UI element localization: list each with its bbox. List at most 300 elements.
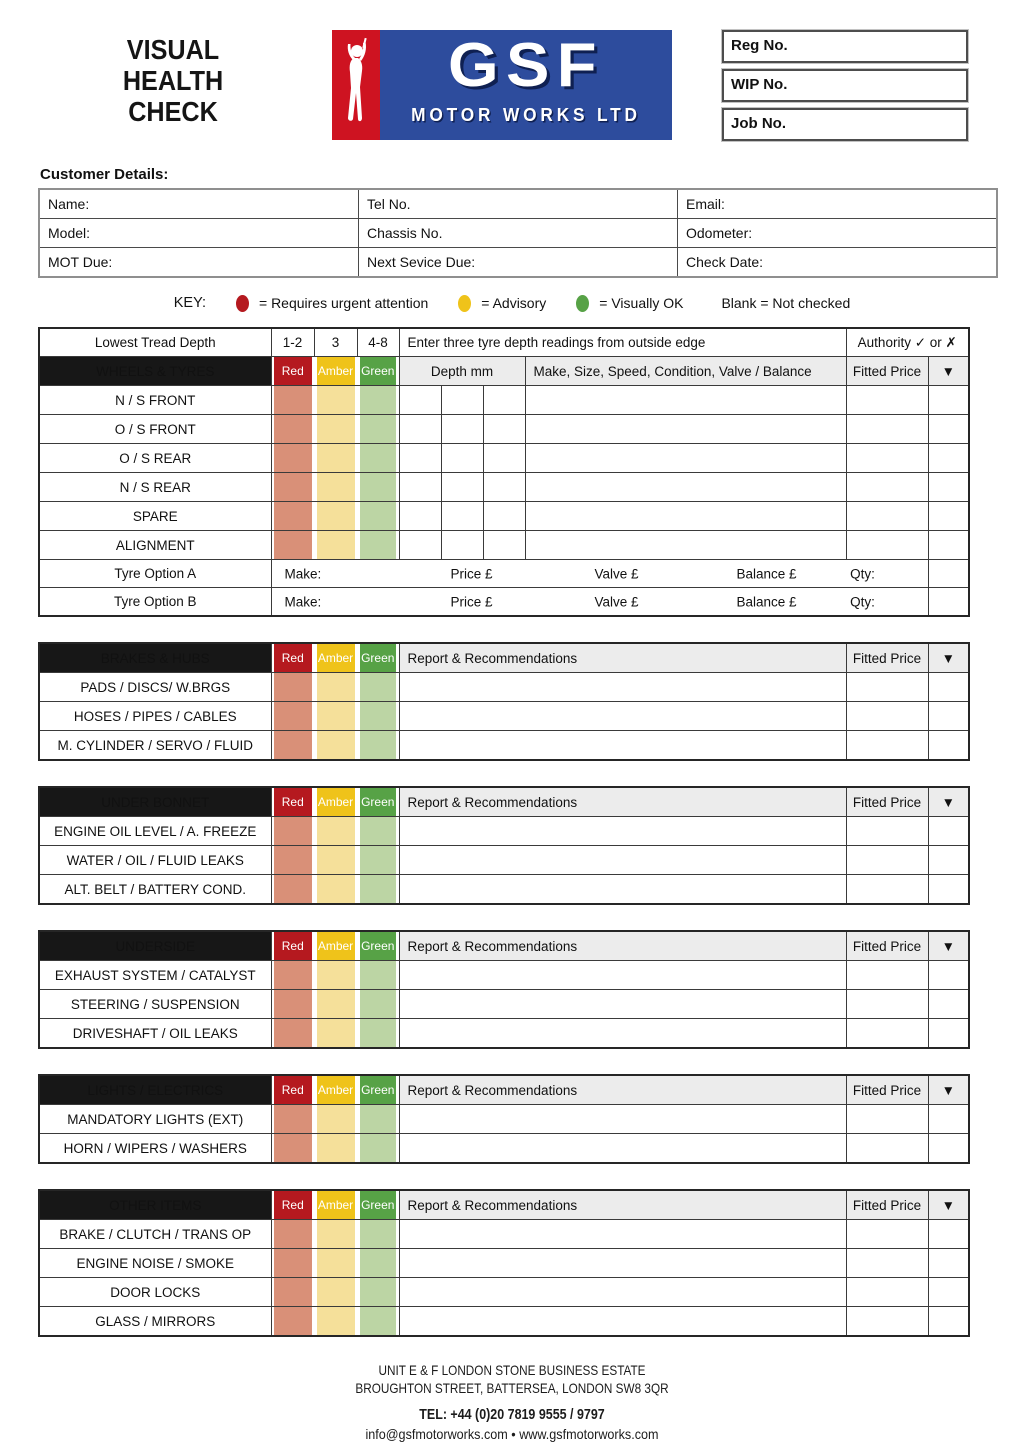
depth-reading-cell[interactable] <box>483 473 525 502</box>
authority-cell[interactable] <box>928 1307 969 1337</box>
qty-label: Qty: <box>850 566 875 581</box>
red-status-cell[interactable] <box>271 702 314 731</box>
logo-text-panel <box>380 30 672 140</box>
check-row <box>39 673 969 702</box>
footer-address-line2: BROUGHTON STREET, BATTERSEA, LONDON SW8 3QR <box>355 1380 669 1396</box>
report-cell[interactable] <box>399 1019 846 1049</box>
fitted-price-header: Fitted Price <box>846 931 928 961</box>
customer-details-heading: Customer Details: <box>40 166 169 183</box>
tyre-check-row <box>39 444 969 473</box>
green-status-cell[interactable] <box>357 1278 399 1307</box>
dropdown-triangle-icon: ▼ <box>928 1075 969 1105</box>
depth-reading-cell[interactable] <box>399 473 441 502</box>
red-column-header: Red <box>271 787 314 817</box>
make-label: Make: <box>284 566 322 581</box>
fitted-price-cell[interactable] <box>846 875 928 905</box>
depth-reading-cell[interactable] <box>441 502 483 531</box>
green-status-cell[interactable] <box>357 1220 399 1249</box>
row-label: EXHAUST SYSTEM / CATALYST <box>39 961 271 990</box>
green-status-cell[interactable] <box>357 386 399 415</box>
check-date-field[interactable]: Check Date: <box>678 248 998 278</box>
valve-label: Valve £ <box>594 594 639 609</box>
green-status-cell[interactable] <box>357 673 399 702</box>
amber-column-header: Amber <box>314 787 357 817</box>
green-status-cell[interactable] <box>357 1019 399 1049</box>
table-row <box>39 248 997 278</box>
amber-column-header: Amber <box>314 643 357 673</box>
green-status-cell[interactable] <box>357 415 399 444</box>
authority-cell[interactable] <box>928 560 969 588</box>
section-header-row <box>39 1075 969 1105</box>
tread-green-range: 4-8 <box>357 328 399 357</box>
amber-status-cell[interactable] <box>314 531 357 560</box>
model-field[interactable]: Model: <box>39 219 359 248</box>
make-size-cell[interactable] <box>525 531 846 560</box>
green-status-cell[interactable] <box>357 731 399 761</box>
green-column-header: Green <box>357 931 399 961</box>
red-status-cell[interactable] <box>271 531 314 560</box>
fitted-price-cell[interactable] <box>846 817 928 846</box>
authority-cell[interactable] <box>928 1278 969 1307</box>
fitted-price-header: Fitted Price <box>846 643 928 673</box>
red-column-header: Red <box>271 1075 314 1105</box>
footer <box>0 1361 1024 1442</box>
status-key-legend <box>0 293 1024 313</box>
job-no-field[interactable]: Job No. <box>722 108 968 141</box>
depth-reading-cell[interactable] <box>399 531 441 560</box>
amber-status-dot-icon <box>458 295 471 312</box>
green-status-cell[interactable] <box>357 990 399 1019</box>
row-label: PADS / DISCS/ W.BRGS <box>39 673 271 702</box>
report-cell[interactable] <box>399 673 846 702</box>
authority-cell[interactable] <box>928 1019 969 1049</box>
fitted-price-cell[interactable] <box>846 1278 928 1307</box>
amber-status-cell[interactable] <box>314 990 357 1019</box>
green-status-cell[interactable] <box>357 875 399 905</box>
red-column-header: Red <box>271 643 314 673</box>
fitted-price-cell[interactable] <box>846 386 928 415</box>
make-size-header: Make, Size, Speed, Condition, Valve / Balance <box>525 357 846 386</box>
red-status-cell[interactable] <box>271 875 314 905</box>
fitted-price-cell[interactable] <box>846 1019 928 1049</box>
check-row <box>39 1249 969 1278</box>
amber-status-cell[interactable] <box>314 1307 357 1337</box>
red-status-cell[interactable] <box>271 444 314 473</box>
tyre-check-row <box>39 531 969 560</box>
dropdown-triangle-icon: ▼ <box>928 643 969 673</box>
depth-readings-note: Enter three tyre depth readings from outside edge <box>399 328 846 357</box>
section-title: WHEELS & TYRES <box>39 357 271 386</box>
depth-reading-cell[interactable] <box>399 415 441 444</box>
report-cell[interactable] <box>399 875 846 905</box>
tread-amber-range: 3 <box>314 328 357 357</box>
report-recommendations-header: Report & Recommendations <box>399 931 846 961</box>
fitted-price-header: Fitted Price <box>846 1190 928 1220</box>
green-column-header: Green <box>357 1075 399 1105</box>
report-recommendations-header: Report & Recommendations <box>399 1190 846 1220</box>
page-title-line: CHECK <box>128 96 218 127</box>
red-column-header: Red <box>271 931 314 961</box>
row-label: N / S FRONT <box>39 386 271 415</box>
amber-status-cell[interactable] <box>314 1019 357 1049</box>
depth-reading-cell[interactable] <box>399 444 441 473</box>
section-table <box>38 1189 970 1337</box>
depth-reading-cell[interactable] <box>483 502 525 531</box>
fitted-price-cell[interactable] <box>846 1249 928 1278</box>
report-cell[interactable] <box>399 702 846 731</box>
report-cell[interactable] <box>399 1134 846 1164</box>
section-title: UNDERSIDE <box>39 931 271 961</box>
depth-reading-cell[interactable] <box>441 531 483 560</box>
red-column-header: Red <box>271 357 314 386</box>
red-status-cell[interactable] <box>271 1019 314 1049</box>
amber-status-cell[interactable] <box>314 1278 357 1307</box>
report-recommendations-header: Report & Recommendations <box>399 787 846 817</box>
price-label: Price £ <box>450 566 493 581</box>
amber-status-cell[interactable] <box>314 846 357 875</box>
green-column-header: Green <box>357 357 399 386</box>
row-label: MANDATORY LIGHTS (EXT) <box>39 1105 271 1134</box>
check-row <box>39 1278 969 1307</box>
row-label: DOOR LOCKS <box>39 1278 271 1307</box>
valve-label: Valve £ <box>594 566 639 581</box>
red-status-cell[interactable] <box>271 1105 314 1134</box>
amber-status-cell[interactable] <box>314 1249 357 1278</box>
green-status-cell[interactable] <box>357 444 399 473</box>
tyre-option-fields[interactable] <box>271 588 928 617</box>
row-label: HOSES / PIPES / CABLES <box>39 702 271 731</box>
row-label: BRAKE / CLUTCH / TRANS OP <box>39 1220 271 1249</box>
authority-cell[interactable] <box>928 817 969 846</box>
company-logo <box>332 30 672 140</box>
make-size-cell[interactable] <box>525 386 846 415</box>
authority-cell[interactable] <box>928 1105 969 1134</box>
page-title <box>101 34 245 127</box>
red-status-cell[interactable] <box>271 502 314 531</box>
red-status-cell[interactable] <box>271 473 314 502</box>
row-label: O / S FRONT <box>39 415 271 444</box>
depth-reading-cell[interactable] <box>441 386 483 415</box>
amber-column-header: Amber <box>314 357 357 386</box>
report-cell[interactable] <box>399 1249 846 1278</box>
authority-cell[interactable] <box>928 444 969 473</box>
next-service-due-field[interactable]: Next Sevice Due: <box>359 248 678 278</box>
fitted-price-cell[interactable] <box>846 502 928 531</box>
report-cell[interactable] <box>399 1278 846 1307</box>
fitted-price-header: Fitted Price <box>846 787 928 817</box>
reg-no-field[interactable]: Reg No. <box>722 30 968 63</box>
check-row <box>39 731 969 761</box>
tyre-option-row <box>39 560 969 588</box>
amber-status-cell[interactable] <box>314 702 357 731</box>
amber-status-cell[interactable] <box>314 502 357 531</box>
green-status-cell[interactable] <box>357 702 399 731</box>
logo-subtitle: MOTOR WORKS LTD <box>411 105 641 125</box>
authority-cell[interactable] <box>928 673 969 702</box>
customer-details-table <box>38 188 998 278</box>
check-row <box>39 875 969 905</box>
tyre-option-row <box>39 588 969 617</box>
authority-cell[interactable] <box>928 961 969 990</box>
check-row <box>39 1105 969 1134</box>
fitted-price-cell[interactable] <box>846 702 928 731</box>
report-cell[interactable] <box>399 1105 846 1134</box>
amber-status-cell[interactable] <box>314 731 357 761</box>
authority-cell[interactable] <box>928 846 969 875</box>
section-title: OTHER ITEMS <box>39 1190 271 1220</box>
authority-cell[interactable] <box>928 415 969 444</box>
fitted-price-header: Fitted Price <box>846 1075 928 1105</box>
red-status-cell[interactable] <box>271 1249 314 1278</box>
green-status-cell[interactable] <box>357 473 399 502</box>
amber-status-cell[interactable] <box>314 961 357 990</box>
amber-status-cell[interactable] <box>314 817 357 846</box>
amber-status-cell[interactable] <box>314 875 357 905</box>
row-label: ALIGNMENT <box>39 531 271 560</box>
row-label: SPARE <box>39 502 271 531</box>
red-status-cell[interactable] <box>271 673 314 702</box>
row-label: O / S REAR <box>39 444 271 473</box>
tyre-check-row <box>39 386 969 415</box>
green-status-cell[interactable] <box>357 1307 399 1337</box>
depth-reading-cell[interactable] <box>441 444 483 473</box>
amber-status-cell[interactable] <box>314 444 357 473</box>
key-amber-text: = Advisory <box>481 295 547 311</box>
authority-cell[interactable] <box>928 731 969 761</box>
key-blank-text: Blank = Not checked <box>721 295 851 311</box>
table-row <box>39 189 997 219</box>
red-status-cell[interactable] <box>271 961 314 990</box>
footer-email-web: info@gsfmotorworks.com • www.gsfmotorworks.com <box>365 1426 659 1442</box>
tread-red-range: 1-2 <box>271 328 314 357</box>
make-label: Make: <box>284 594 322 609</box>
red-status-cell[interactable] <box>271 846 314 875</box>
green-column-header: Green <box>357 1190 399 1220</box>
name-field[interactable]: Name: <box>39 189 359 219</box>
row-label: ALT. BELT / BATTERY COND. <box>39 875 271 905</box>
red-status-cell[interactable] <box>271 990 314 1019</box>
fitted-price-header: Fitted Price <box>846 357 928 386</box>
price-label: Price £ <box>450 594 493 609</box>
report-cell[interactable] <box>399 1307 846 1337</box>
green-status-cell[interactable] <box>357 961 399 990</box>
authority-cell[interactable] <box>928 1249 969 1278</box>
authority-cell[interactable] <box>928 990 969 1019</box>
depth-reading-cell[interactable] <box>399 386 441 415</box>
depth-mm-header: Depth mm <box>399 357 525 386</box>
report-cell[interactable] <box>399 731 846 761</box>
red-column-header: Red <box>271 1190 314 1220</box>
red-status-cell[interactable] <box>271 817 314 846</box>
dropdown-triangle-icon: ▼ <box>928 931 969 961</box>
check-row <box>39 961 969 990</box>
authority-cell[interactable] <box>928 588 969 617</box>
green-status-cell[interactable] <box>357 1105 399 1134</box>
check-row <box>39 1134 969 1164</box>
red-status-cell[interactable] <box>271 1134 314 1164</box>
green-status-dot-icon <box>576 295 589 312</box>
authority-cell[interactable] <box>928 875 969 905</box>
footer-address-line1: UNIT E & F LONDON STONE BUSINESS ESTATE <box>378 1362 646 1378</box>
section-table <box>38 930 970 1049</box>
row-label: GLASS / MIRRORS <box>39 1307 271 1337</box>
amber-column-header: Amber <box>314 931 357 961</box>
fitted-price-cell[interactable] <box>846 473 928 502</box>
page-title-line: HEALTH <box>122 65 224 96</box>
key-label: KEY: <box>173 295 206 311</box>
red-status-cell[interactable] <box>271 415 314 444</box>
email-field[interactable]: Email: <box>678 189 998 219</box>
authority-cell[interactable] <box>928 473 969 502</box>
check-row <box>39 846 969 875</box>
authority-cell[interactable] <box>928 531 969 560</box>
green-status-cell[interactable] <box>357 1249 399 1278</box>
green-column-header: Green <box>357 787 399 817</box>
make-size-cell[interactable] <box>525 415 846 444</box>
report-cell[interactable] <box>399 961 846 990</box>
check-row <box>39 702 969 731</box>
authority-cell[interactable] <box>928 1220 969 1249</box>
fitted-price-cell[interactable] <box>846 444 928 473</box>
fitted-price-cell[interactable] <box>846 1307 928 1337</box>
green-status-cell[interactable] <box>357 846 399 875</box>
odometer-field[interactable]: Odometer: <box>678 219 998 248</box>
depth-reading-cell[interactable] <box>483 444 525 473</box>
dropdown-triangle-icon: ▼ <box>928 1190 969 1220</box>
depth-reading-cell[interactable] <box>483 531 525 560</box>
wheels-tyres-table <box>38 327 970 617</box>
form-header <box>0 0 1024 160</box>
balance-label: Balance £ <box>736 594 797 609</box>
row-label: M. CYLINDER / SERVO / FLUID <box>39 731 271 761</box>
fitted-price-cell[interactable] <box>846 731 928 761</box>
authority-cell[interactable] <box>928 1134 969 1164</box>
depth-reading-cell[interactable] <box>483 415 525 444</box>
row-label: ENGINE OIL LEVEL / A. FREEZE <box>39 817 271 846</box>
fitted-price-cell[interactable] <box>846 1105 928 1134</box>
row-label: N / S REAR <box>39 473 271 502</box>
amber-status-cell[interactable] <box>314 1220 357 1249</box>
report-recommendations-header: Report & Recommendations <box>399 643 846 673</box>
amber-status-cell[interactable] <box>314 473 357 502</box>
key-green-text: = Visually OK <box>599 295 684 311</box>
amber-column-header: Amber <box>314 1075 357 1105</box>
mot-due-field[interactable]: MOT Due: <box>39 248 359 278</box>
report-cell[interactable] <box>399 990 846 1019</box>
check-sections <box>0 642 1024 1337</box>
green-column-header: Green <box>357 643 399 673</box>
check-row <box>39 1307 969 1337</box>
make-size-cell[interactable] <box>525 502 846 531</box>
amber-status-cell[interactable] <box>314 1134 357 1164</box>
tread-depth-label: Lowest Tread Depth <box>39 328 271 357</box>
balance-label: Balance £ <box>736 566 797 581</box>
tyre-option-fields[interactable] <box>271 560 928 588</box>
row-label: HORN / WIPERS / WASHERS <box>39 1134 271 1164</box>
depth-reading-cell[interactable] <box>399 502 441 531</box>
green-status-cell[interactable] <box>357 531 399 560</box>
section-table <box>38 642 970 761</box>
green-status-cell[interactable] <box>357 1134 399 1164</box>
fitted-price-cell[interactable] <box>846 846 928 875</box>
fitted-price-cell[interactable] <box>846 415 928 444</box>
red-status-cell[interactable] <box>271 1220 314 1249</box>
key-red-text: = Requires urgent attention <box>259 295 429 311</box>
dropdown-triangle-icon: ▼ <box>928 787 969 817</box>
tread-depth-scale-row <box>39 328 969 357</box>
row-label: WATER / OIL / FLUID LEAKS <box>39 846 271 875</box>
make-size-cell[interactable] <box>525 444 846 473</box>
row-label: STEERING / SUSPENSION <box>39 990 271 1019</box>
authority-cell[interactable] <box>928 386 969 415</box>
amber-status-cell[interactable] <box>314 1105 357 1134</box>
table-row <box>39 219 997 248</box>
authority-cell[interactable] <box>928 702 969 731</box>
section-table <box>38 1074 970 1164</box>
check-row <box>39 1220 969 1249</box>
make-size-cell[interactable] <box>525 473 846 502</box>
section-header-row <box>39 931 969 961</box>
report-cell[interactable] <box>399 817 846 846</box>
fitted-price-cell[interactable] <box>846 673 928 702</box>
red-status-cell[interactable] <box>271 731 314 761</box>
check-row <box>39 1019 969 1049</box>
section-header-row <box>39 787 969 817</box>
green-status-cell[interactable] <box>357 817 399 846</box>
report-recommendations-header: Report & Recommendations <box>399 1075 846 1105</box>
red-status-cell[interactable] <box>271 1278 314 1307</box>
authority-cell[interactable] <box>928 502 969 531</box>
depth-reading-cell[interactable] <box>483 386 525 415</box>
row-label: Tyre Option A <box>39 560 271 588</box>
section-title: UNDER BONNET <box>39 787 271 817</box>
tyre-check-row <box>39 473 969 502</box>
report-cell[interactable] <box>399 846 846 875</box>
fitted-price-cell[interactable] <box>846 990 928 1019</box>
logo-wordmark: GSF <box>448 31 604 100</box>
tyre-check-row <box>39 502 969 531</box>
report-cell[interactable] <box>399 1220 846 1249</box>
amber-status-cell[interactable] <box>314 415 357 444</box>
tyre-check-row <box>39 415 969 444</box>
red-status-cell[interactable] <box>271 1307 314 1337</box>
section-header-row <box>39 643 969 673</box>
red-status-cell[interactable] <box>271 386 314 415</box>
row-label: Tyre Option B <box>39 588 271 617</box>
fitted-price-cell[interactable] <box>846 1220 928 1249</box>
chassis-field[interactable]: Chassis No. <box>359 219 678 248</box>
dropdown-triangle-icon: ▼ <box>928 357 969 386</box>
red-status-dot-icon <box>236 295 249 312</box>
reference-boxes <box>722 30 968 147</box>
row-label: DRIVESHAFT / OIL LEAKS <box>39 1019 271 1049</box>
depth-reading-cell[interactable] <box>441 415 483 444</box>
section-title: LIGHTS / ELECTRICS <box>39 1075 271 1105</box>
green-status-cell[interactable] <box>357 502 399 531</box>
fitted-price-cell[interactable] <box>846 1134 928 1164</box>
wip-no-field[interactable]: WIP No. <box>722 69 968 102</box>
amber-status-cell[interactable] <box>314 673 357 702</box>
wheels-tyres-header-row <box>39 357 969 386</box>
depth-reading-cell[interactable] <box>441 473 483 502</box>
fitted-price-cell[interactable] <box>846 531 928 560</box>
fitted-price-cell[interactable] <box>846 961 928 990</box>
amber-status-cell[interactable] <box>314 386 357 415</box>
qty-label: Qty: <box>850 594 875 609</box>
tel-field[interactable]: Tel No. <box>359 189 678 219</box>
section-header-row <box>39 1190 969 1220</box>
check-row <box>39 817 969 846</box>
